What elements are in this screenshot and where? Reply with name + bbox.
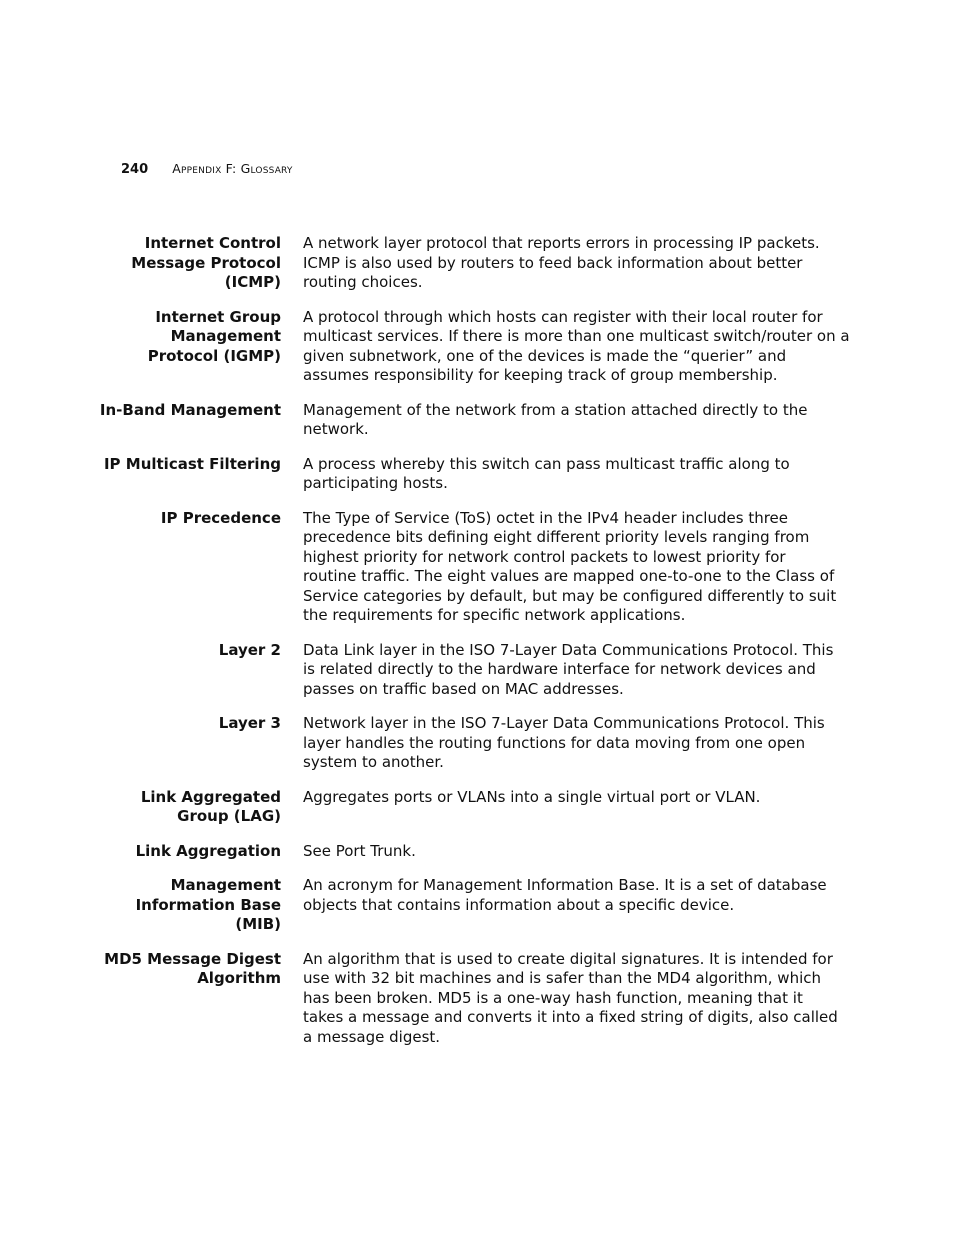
term-line: IP Multicast Filtering <box>103 454 281 473</box>
glossary-term <box>0 308 281 386</box>
glossary-term <box>0 234 281 293</box>
glossary-entry <box>0 950 954 1048</box>
definition-line: a message digest. <box>303 1027 441 1046</box>
definition-line: multicast services. If there is more than one multicast switch/router on a <box>303 327 850 345</box>
definition-line: routine traffic. The eight values are mapped one-to-one to the Class of <box>303 567 835 585</box>
definition-line: participating hosts. <box>303 474 448 492</box>
glossary-term <box>0 788 281 827</box>
glossary-entry <box>0 455 954 494</box>
definition-line: A process whereby this switch can pass multicast traffic along to <box>303 454 790 473</box>
glossary-term <box>0 509 281 626</box>
glossary-entry <box>0 308 954 386</box>
term-line: Internet Group <box>155 307 281 326</box>
definition-line: Network layer in the ISO 7-Layer Data Communications Protocol. This <box>303 714 825 732</box>
glossary-term <box>0 455 281 494</box>
definition-line: use with 32 bit machines and is safer than the MD4 algorithm, which <box>303 969 822 987</box>
definition-line: A network layer protocol that reports errors in processing IP packets. <box>303 234 820 252</box>
definition-line: given subnetwork, one of the devices is made the “querier” and <box>303 346 787 365</box>
running-header <box>121 160 293 179</box>
term-line: Link Aggregation <box>135 841 281 860</box>
glossary-term <box>0 401 281 440</box>
definition-line: takes a message and converts it into a fixed string of digits, also called <box>303 1008 838 1026</box>
definition-line: layer handles the routing functions for data moving from one open <box>303 733 806 752</box>
term-line: Message Protocol <box>131 253 281 272</box>
glossary-entry <box>0 714 954 773</box>
glossary-entry <box>0 842 954 862</box>
definition-line: objects that contains information about a specific device. <box>303 895 735 914</box>
term-line: Layer 2 <box>218 640 281 659</box>
page-number: 240 <box>121 162 149 177</box>
glossary-term <box>0 876 281 935</box>
glossary-term <box>0 842 281 862</box>
term-line: MD5 Message Digest <box>104 949 281 968</box>
glossary-entry <box>0 641 954 700</box>
glossary-definition <box>303 640 834 700</box>
definition-line: Data Link layer in the ISO 7-Layer Data Communications Protocol. This <box>303 640 834 659</box>
definition-line: the requirements for specific network applications. <box>303 606 686 624</box>
term-line: Management <box>170 876 281 894</box>
term-line: (ICMP) <box>224 273 281 291</box>
definition-line: precedence bits defining eight different priority levels ranging from <box>303 528 810 546</box>
glossary-definition <box>303 234 820 293</box>
term-line: Algorithm <box>197 969 281 987</box>
definition-line: network. <box>303 420 369 438</box>
glossary-definition <box>303 307 850 386</box>
definition-line: The Type of Service (ToS) octet in the IPv4 header includes three <box>303 508 788 527</box>
term-line: Layer 3 <box>218 714 281 732</box>
glossary-definition <box>303 401 813 440</box>
glossary-definition <box>303 508 837 626</box>
glossary-list <box>0 234 954 1062</box>
term-line: Information Base <box>135 895 281 914</box>
definition-line: is related directly to the hardware interface for network devices and <box>303 660 816 678</box>
definition-line: An acronym for Management Information Base. It is a set of database <box>303 876 827 894</box>
term-line: Internet Control <box>144 234 281 252</box>
glossary-definition <box>303 788 813 827</box>
definition-line: routing choices. <box>303 273 423 291</box>
definition-line: A protocol through which hosts can register with their local router for <box>303 307 823 326</box>
definition-line: passes on traffic based on MAC addresses. <box>303 679 624 698</box>
definition-line: system to another. <box>303 753 444 771</box>
definition-line: assumes responsibility for keeping track of group membership. <box>303 366 778 384</box>
glossary-entry <box>0 401 954 440</box>
term-line: IP Precedence <box>160 508 281 527</box>
definition-line: An algorithm that is used to create digital signatures. It is intended for <box>303 949 833 968</box>
term-line: Management <box>170 327 281 345</box>
glossary-definition <box>303 455 813 494</box>
definition-line: Service categories by default, but may be configured differently to suit <box>303 586 837 605</box>
term-line: Group (LAG) <box>177 807 281 825</box>
glossary-entry <box>0 509 954 626</box>
definition-line: highest priority for network control packets to lowest priority for <box>303 547 786 566</box>
definition-line: Aggregates ports or VLANs into a single virtual port or VLAN. <box>303 787 761 806</box>
term-line: In-Band Management <box>99 400 281 419</box>
section-title: Appendix F: Glossary <box>172 161 293 176</box>
glossary-entry <box>0 234 954 293</box>
definition-line: Management of the network from a station attached directly to the <box>303 400 808 419</box>
definition-line: ICMP is also used by routers to feed back information about better <box>303 253 803 272</box>
glossary-definition <box>303 876 827 935</box>
glossary-definition <box>303 714 825 773</box>
glossary-term <box>0 714 281 773</box>
term-line: Link Aggregated <box>140 787 281 806</box>
definition-line: See Port Trunk. <box>303 841 416 860</box>
glossary-definition <box>303 842 813 862</box>
glossary-term <box>0 641 281 700</box>
term-line: Protocol (IGMP) <box>147 346 281 365</box>
glossary-entry <box>0 876 954 935</box>
definition-line: has been broken. MD5 is a one-way hash function, meaning that it <box>303 988 803 1007</box>
term-line: (MIB) <box>235 915 281 933</box>
glossary-definition <box>303 949 838 1048</box>
glossary-entry <box>0 788 954 827</box>
glossary-term <box>0 950 281 1048</box>
